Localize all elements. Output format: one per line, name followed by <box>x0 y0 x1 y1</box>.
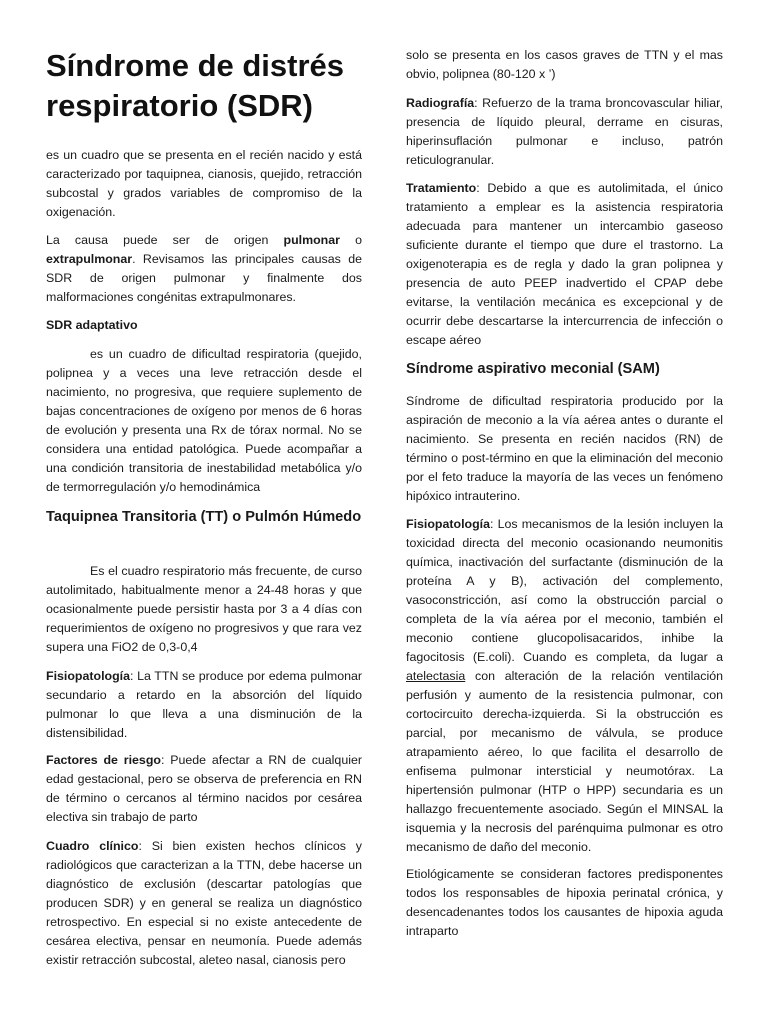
page-title: Síndrome de distrés respiratorio (SDR) <box>46 48 345 123</box>
factores-riesgo-text: : Puede afectar a RN de cualquier edad gestacional, pero se observa de preferencia en RN de término o cercanos al término nacidos por cesárea electiva sin trabajo de parto <box>46 753 362 824</box>
tratamiento-label: Tratamiento <box>406 181 477 195</box>
causa-bold-pulmonar: pulmonar <box>283 233 340 247</box>
causa-text-3: . Revisamos las principales causas de SDR de origen pulmonar y finalmente dos malformaciones congénitas extrapulmonares. <box>46 252 362 304</box>
radiografia-label: Radiografía <box>406 96 475 110</box>
causa-text-1: La causa puede ser de origen <box>46 233 284 247</box>
fisiopatologia-text: : La TTN se produce por edema pulmonar secundario a retardo en la absorción del líquido pulmonar lo que lleva a una disminución de la distensibilidad. <box>46 669 362 740</box>
sam-fisiopatologia-text-2: con alteración de la relación ventilación perfusión y aumento de la resistencia pulmonar, con cortocircuito derecha-izquierda. Si la obstrucción es parcial, por mecanismo de válvula, se produce atrapamiento aéreo, lo que facilita el desarrollo de enfisema pulmonar intersticial y neumotórax. La hipertensión pulmonar (HTP o HPP) secundaria es un hallazgo frecuentemente asociado. Según el MINSAL la isquemia y la necrosis del parénquima pulmonar es otro mecanismo de daño del meconio. <box>406 669 723 854</box>
radiografia-text: : Refuerzo de la trama broncovascular hiliar, presencia de líquido pleural, derrame en cisuras, hiperinsuflación pulmonar e incluso, patrón reticulogranular. <box>406 96 723 167</box>
sam-fisiopatologia-paragraph <box>406 515 723 857</box>
atelectasia-link[interactable]: atelectasia <box>406 669 466 683</box>
fisiopatologia-label: Fisiopatología <box>46 669 130 683</box>
cuadro-clinico-label: Cuadro clínico <box>46 839 139 853</box>
cuadro-clinico-continuation: solo se presenta en los casos graves de TTN y el mas obvio, polipnea (80-120 x ’) <box>406 48 723 81</box>
sam-fisiopatologia-text-1: : Los mecanismos de la lesión incluyen la toxicidad directa del meconio ocasionando neumonitis química, inactivación del surfactante (disminución de la proteína A y B), activación del complemento, vasoconstricción, así como la obstrucción parcial o completa de la vía aérea por el meconio, también el meconio contiene glucopolisacaridos, inhibe la fagocitosis (E.coli). Cuando es completa, da lugar a <box>406 517 723 664</box>
causa-paragraph <box>46 231 362 307</box>
factores-riesgo-paragraph <box>46 751 362 827</box>
ttn-heading: Taquipnea Transitoria (TT) o Pulmón Húmedo <box>46 509 362 525</box>
factores-riesgo-label: Factores de riesgo <box>46 753 161 767</box>
sam-heading: Síndrome aspirativo meconial (SAM) <box>406 361 660 377</box>
sam-fisiopatologia-label: Fisiopatología <box>406 517 490 531</box>
causa-bold-extrapulmonar: extrapulmonar <box>46 252 133 266</box>
sam-paragraph: Síndrome de dificultad respiratoria producido por la aspiración de meconio a la vía aérea antes o durante el nacimiento. Se presenta en recién nacidos (RN) de término o post-término en que la eliminación del meconio por el feto traduce la mayoría de las veces un fenómeno hipóxico intrauterino. <box>406 394 723 503</box>
intro-paragraph: es un cuadro que se presenta en el recién nacido y está caracterizado por taquipnea, cianosis, quejido, retracción subcostal y grados variables de compromiso de la oxigenación. <box>46 148 362 219</box>
cuadro-clinico-text: : Si bien existen hechos clínicos y radiológicos que caracterizan a la TTN, debe hacerse un diagnóstico de exclusión (descartar patologías que producen SDR) y en general se realiza un diagnóstico retrospectivo. En especial si no existe antecedente de cesárea electiva, pensar en neumonía. Puede además existir retracción subcostal, aleteo nasal, cianosis pero <box>46 839 362 967</box>
ttn-paragraph: Es el cuadro respiratorio más frecuente, de curso autolimitado, habitualmente menor a 24-48 horas y que ocasionalmente puede persistir hasta por 3 a 4 días con requerimientos de oxígeno no progresivos y que rara vez supera una FiO2 de 0,3-0,4 <box>46 564 362 654</box>
radiografia-paragraph <box>406 94 723 170</box>
sdr-adaptativo-heading: SDR adaptativo <box>46 318 138 332</box>
cuadro-clinico-paragraph <box>46 837 362 970</box>
ttn-fisiopatologia-paragraph <box>46 667 362 743</box>
tratamiento-paragraph <box>406 179 723 350</box>
tratamiento-text: : Debido a que es autolimitada, el único tratamiento a emplear es la asistencia respiratoria adecuada para mantener un intercambio gaseoso suficiente durante el tiempo que dure el trastorno. La oxigenoterapia es de regla y dado la gran polipnea y presencia de auto PEEP inadvertido el CPAP debe evitarse, la ventilación mecánica es excepcional y de ocurrir debe descartarse la intercurrencia de infección o escape aéreo <box>406 181 723 347</box>
causa-text-2: o <box>339 233 362 247</box>
sdr-adaptativo-paragraph: es un cuadro de dificultad respiratoria (quejido, polipnea y a veces una leve retracción desde el nacimiento, no progresiva, que requiere suplemento de bajas concentraciones de oxígeno por menos de 6 horas de evolución y presenta una Rx de tórax normal. No se considera una entidad patológica. Puede acompañar a una condición transitoria de inestabilidad metabólica y/o de termorregulación y/o hemodinámica <box>46 347 362 494</box>
etiologia-paragraph: Etiológicamente se consideran factores predisponentes todos los responsables de hipoxia perinatal crónica, y desencadenantes todos los causantes de hipoxia aguda intraparto <box>406 867 723 938</box>
